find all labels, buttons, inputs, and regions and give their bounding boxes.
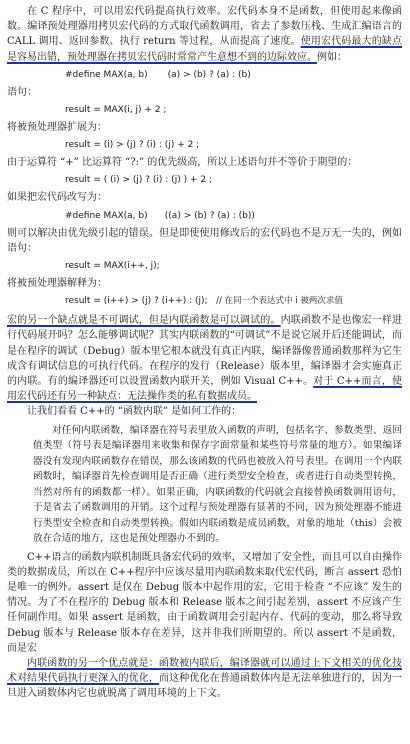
- paragraph-still-unsafe: 则可以解决由优先级引起的错误。但是即使使用修改后的宏代码也不是万无一失的，例如语句：: [7, 227, 402, 254]
- code-increment-expanded-text: result = (i++) > (j) ? (i++) : (j);: [65, 296, 208, 307]
- code-result-max: result = MAX(i, j) + 2 ;: [65, 105, 167, 116]
- paragraph-how-inline-works: 让我们看看 C++的 “函数内联” 是如何工作的：: [27, 406, 242, 418]
- code-comment-double-eval: // 在同一个表达式中 i 被两次求值: [216, 296, 343, 307]
- paragraph-precedence: 由于运算符 “+” 比运算符 “?:” 的优先级高，所以上述语句并不等价于期望的：: [7, 157, 358, 169]
- label-expanded: 将被预处理器扩展为：: [7, 122, 107, 134]
- label-statement: 语句：: [7, 86, 37, 98]
- paragraph-optimization: [7, 656, 402, 702]
- label-rewrite: 如果把宏代码改写为：: [7, 192, 107, 204]
- highlight-not-debuggable: 宏的另一个缺点就是不可调试，但是内联函数是可以调试的。: [7, 315, 281, 327]
- optimization-text: 而这种优化在普通函数体内是无法单独进行的，因为一旦进入函数体内它也就脱离了调用环境的上下文。: [7, 673, 403, 700]
- paragraph-macro-intro: [7, 4, 402, 65]
- highlight-macro-drawback: 使用宏代码最大的缺点是容易出错，预处理器在拷贝宏代码时常常产生意想不到的边际效应。: [7, 36, 402, 63]
- example-lead: 例如：: [317, 51, 347, 63]
- code-define-max: #define MAX(a, b) (a) > (b) ? (a) : (b): [65, 69, 251, 80]
- debugging-text: 内联函数不是也像宏一样进行代码展开吗？怎么能够调试呢？其实内联函数的“可调试”不是说它展开后还能调试，而是在程序的调试（Debug）版本里它根本就没有真正内联，编译器像普通函数那样为它生成含有调试信息的可执行代码。在程序的发行（Release）版本里，编译器才会实施真正的内联。有的编译器还可以设置函数内联开关，例如 Visual C++。: [7, 315, 403, 388]
- highlight-private-members: 对于 C++而言，使用宏代码还有另一种缺点：无法操作类的私有数据成员。: [7, 376, 402, 403]
- quote-inline-mechanism: 对任何内联函数，编译器在符号表里放入函数的声明，包括名字、参数类型、返回值类型（符号表是编译器用来收集和保存字面常量和某些符号常量的地方）。如果编译器没有发现内联函数存在错误，那么该函数的代码也被放入符号表里。在调用一个内联函数时，编译器首先检查调用是否正确（进行类型安全检查，或者进行自动类型转换，当然对所有的函数都一样）。如果正确，内联函数的代码就会直接替换函数调用语句，于是省去了函数调用的开销。这个过程与预处理器有显著的不同，因为预处理器不能进行类型安全检查和自动类型转换。假如内联函数是成员函数，对象的地址（this）会被放在合适的地方，这也是预处理器办不到的。: [33, 424, 402, 545]
- code-result-increment-expanded: [65, 294, 402, 308]
- paragraph-assert: C++语言的函数内联机制既具备宏代码的效率，又增加了安全性，而且可以自由操作类的数据成员，所以在 C++程序中应该尽量用内联函数来取代宏代码，断言 assert 恐怕是唯一的例外。assert 是仅在 Debug 版本中起作用的宏，它用于检查 “不应该” 发生的情况。为了不在程序的 Debug 版本和 Release 版本之间引起差别，assert 不应该产生任何副作用。如果 assert 是函数，由于函数调用会引起内存、代码的变动，那么将导致 Debug 版本与 Release 版本存在差异，这并非我们所期望的。所以 assert 不是函数，而是宏: [7, 551, 402, 654]
- paragraph-debugging: [7, 313, 402, 404]
- macro-intro-text: 在 C 程序中，可以用宏代码提高执行效率。宏代码本身不是函数，但使用起来像函数。编译预处理器用拷贝宏代码的方式取代函数调用，省去了参数压栈、生成汇编语言的 CALL 调用、返回参数、执行 return 等过程，从而提高了速度。: [7, 6, 402, 48]
- code-result-increment: result = MAX(i++, j);: [65, 261, 160, 272]
- highlight-optimization: 内联函数的另一个优点就是：函数被内联后，编译器就可以通过上下文相关的优化技术对结果代码执行更深入的优化，: [7, 658, 402, 685]
- code-result-expected: result = ( (i) > (j) ? (i) : (j) ) + 2 ;: [65, 175, 212, 186]
- code-result-expanded: result = (i) > (j) ? (i) : (j) + 2 ;: [65, 140, 200, 151]
- code-define-max-fixed: #define MAX(a, b) ((a) > (b) ? (a) : (b)): [65, 210, 255, 221]
- label-interpreted: 将被预处理器解释为：: [7, 278, 107, 290]
